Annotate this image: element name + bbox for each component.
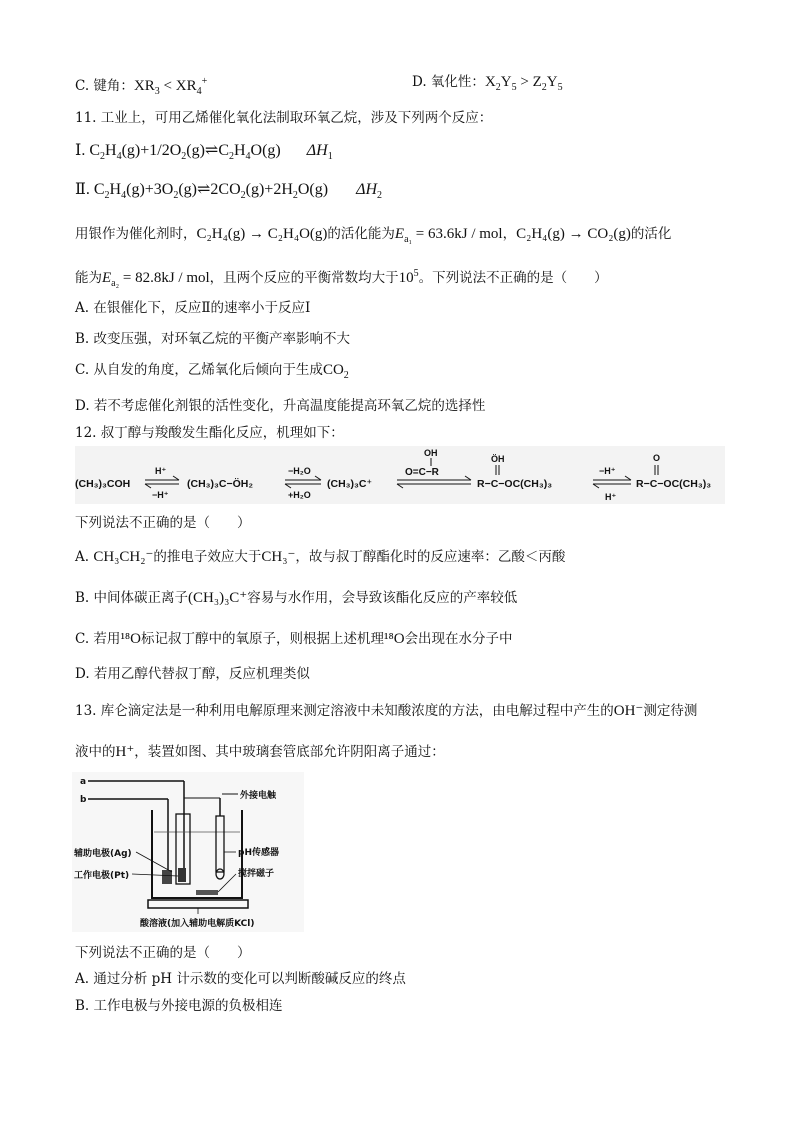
fig-stir-bar-label: 搅拌磁子 — [238, 869, 275, 879]
fig-label-a: a — [80, 777, 87, 787]
q13-ask: 下列说法不正确的是（ ） — [75, 945, 251, 961]
mech-species-4-top: ÖH — [491, 454, 505, 464]
mech-species-4: R−C−OC(CH₃)₃ — [477, 478, 553, 490]
fig-caption: 酸溶液(加入辅助电解质KCl) — [140, 919, 255, 929]
coulometric-apparatus-figure — [72, 772, 304, 932]
q10-option-d: D. 氧化性：$X_2Y_5 > Z_2Y_5$ — [412, 74, 563, 93]
q13-paragraph-1: 13. 库仑滴定法是一种利用电解原理来测定溶液中未知酸浓度的方法，由电解过程中产生的OH⁻测定待测 — [75, 703, 698, 719]
q12-mechanism-diagram — [75, 446, 725, 504]
mech-species-5-top: O — [653, 453, 661, 463]
q11-reaction-1: Ⅰ. $C_2H_4(g)+1/2O_2(g)\rightleftharpoons C_2H_4O(g)$ $\Delta H_1$ — [75, 142, 333, 163]
fig-work-electrode-label: 工作电极(Pt) — [74, 871, 130, 881]
mech-arrow-2-top: −H₂O — [288, 466, 311, 476]
mech-arrow-1-top: H⁺ — [155, 466, 167, 476]
fig-ph-sensor-label: pH传感器 — [238, 848, 279, 858]
q10-c-formula: $XR_3 < XR_4^+$ — [133, 76, 208, 97]
q11-stem: 11. 工业上，可用乙烯催化氧化法制取环氧乙烷，涉及下列两个反应： — [75, 110, 493, 126]
q12-option-b: B. 中间体碳正离子(CH₃)₃C⁺容易与水作用，会导致该酯化反应的产率较低 — [75, 590, 518, 606]
mech-species-5: R−C−OC(CH₃)₃ — [636, 478, 712, 490]
q11-option-d: D. 若不考虑催化剂银的活性变化，升高温度能提高环氧乙烷的选择性 — [75, 398, 486, 414]
mech-arrow-4-top: −H⁺ — [599, 466, 616, 476]
mech-species-2: (CH₃)₃C−ÖH₂ — [187, 478, 253, 490]
q12-option-a: A. CH₃CH₂⁻的推电子效应大于CH₃⁻，故与叔丁醇酯化时的反应速率：乙酸＜丙酸 — [75, 549, 566, 565]
mech-arrow-4-bottom: H⁺ — [605, 492, 617, 502]
q12-stem: 12. 叔丁醇与羧酸发生酯化反应，机理如下： — [75, 425, 344, 441]
mech-species-1: (CH₃)₃COH — [75, 478, 131, 490]
q12-option-c: C. 若用¹⁸O标记叔丁醇中的氧原子，则根据上述机理¹⁸O会出现在水分子中 — [75, 631, 513, 647]
q13-option-b: B. 工作电极与外接电源的负极相连 — [75, 998, 283, 1014]
q10-option-c: C. 键角：$XR_3 < XR_4^+$ — [75, 76, 208, 97]
fig-external-label: 外接电触 — [240, 791, 277, 801]
mech-arrow-1-bottom: −H⁺ — [152, 490, 169, 500]
q11-paragraph-1: 用银作为催化剂时，C₂H₄(g) → C₂H₄O(g)的活化能为$E_{a_1} = 63.6kJ$ / mol，C₂H₄(g) → CO₂(g)的活化 — [75, 226, 672, 245]
mech-acid: O=C−R — [405, 467, 439, 478]
fig-label-b: b — [80, 795, 87, 805]
q11-option-a: A. 在银催化下，反应Ⅱ的速率小于反应Ⅰ — [75, 300, 311, 316]
q11-option-c: C. 从自发的角度，乙烯氧化后倾向于生成$CO_2$ — [75, 362, 349, 381]
q13-option-a: A. 通过分析 pH 计示数的变化可以判断酸碱反应的终点 — [75, 971, 406, 987]
q12-option-d: D. 若用乙醇代替叔丁醇，反应机理类似 — [75, 666, 310, 682]
mech-arrow-2-bottom: +H₂O — [288, 490, 311, 500]
fig-aux-electrode-label: 辅助电极(Ag) — [74, 849, 132, 859]
q11-option-b: B. 改变压强，对环氧乙烷的平衡产率影响不大 — [75, 331, 351, 347]
mech-species-3: (CH₃)₃C⁺ — [327, 478, 372, 490]
q13-paragraph-2: 液中的H⁺，装置如图、其中玻璃套管底部允许阴阳离子通过： — [75, 744, 445, 760]
q12-ask: 下列说法不正确的是（ ） — [75, 515, 251, 531]
q11-paragraph-2: 能为$E_{a_2} = 82.8kJ$ / mol，且两个反应的平衡常数均大于$10^5$。下列说法不正确的是（ ） — [75, 268, 608, 289]
q11-reaction-2: Ⅱ. $C_2H_4(g)+3O_2(g)\rightleftharpoons 2CO_2(g)+2H_2O(g)$ $\Delta H_2$ — [75, 181, 383, 202]
q10-d-formula: $X_2Y_5 > Z_2Y_5$ — [484, 74, 563, 93]
mech-acid-oh: OH — [424, 448, 438, 458]
